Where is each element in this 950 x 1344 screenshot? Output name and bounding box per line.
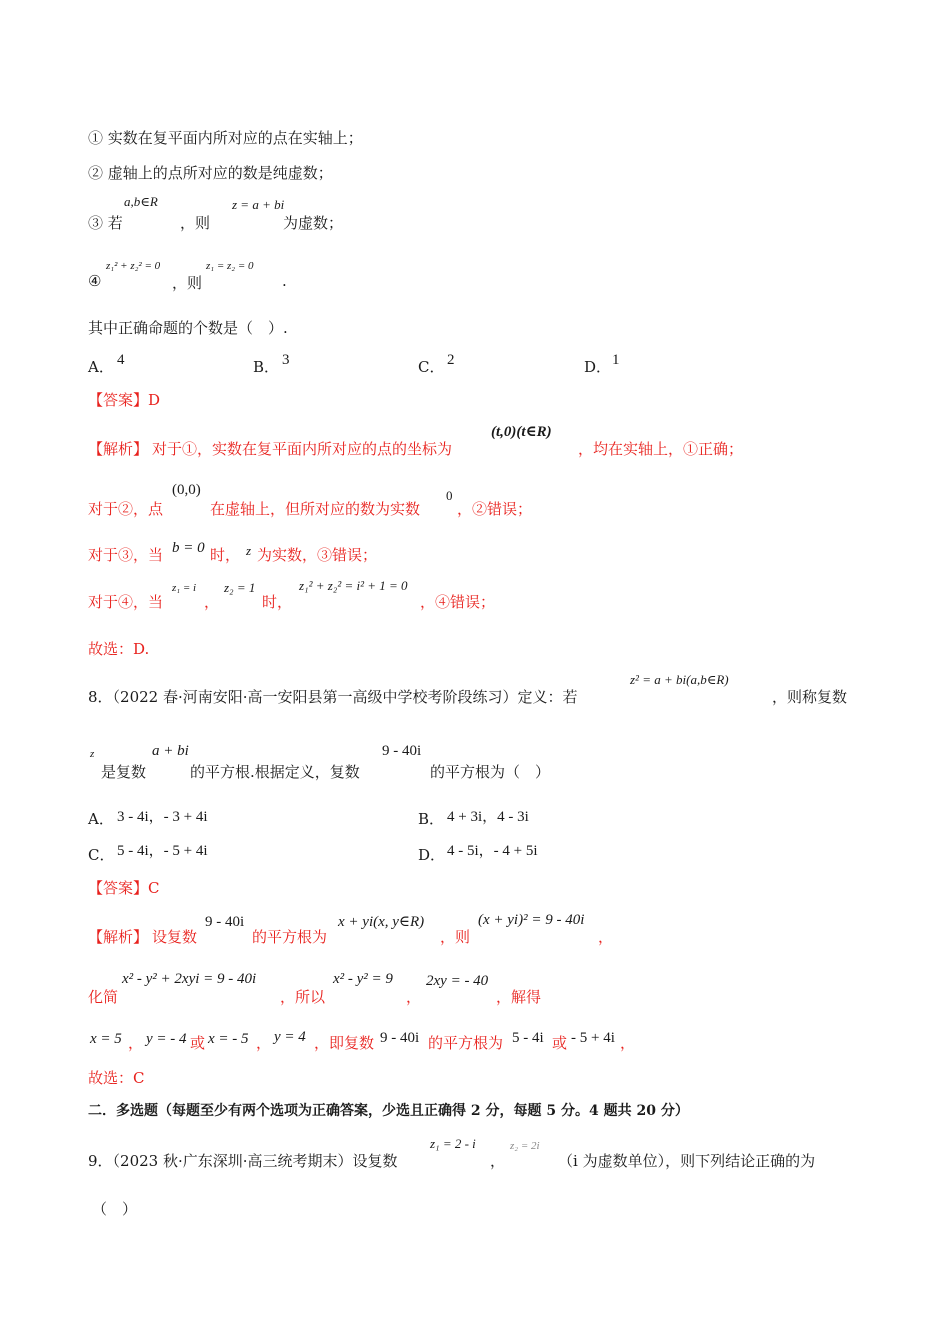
q8-option-c-value: 5 - 4i，- 5 + 4i [117,843,208,859]
q7-option-b-value: 3 [282,352,290,368]
q8-analysis-3-expr-1: x = 5 [90,1031,122,1047]
q8-analysis-3-end: ， [620,1034,636,1052]
q7-analysis-4-expr-1: z₁ = i [172,582,197,594]
q8-analysis-3-or-2: 或 [552,1034,568,1052]
statement-1: ① 实数在复平面内所对应的点在实轴上； [88,129,363,147]
q8-analysis-1-expr-3: (x + yi)² = 9 - 40i [478,912,585,928]
q8-option-d-value: 4 - 5i，- 4 + 5i [447,843,538,859]
q8-option-d-label: D． [418,846,446,864]
q8-option-b-label: B． [418,810,445,828]
q8-line2-text: 是复数 [101,763,147,781]
q7-conclusion: 故选：D. [88,640,150,658]
q9-z1: z₁ = 2 - i [430,1136,476,1151]
statement-3-mid: ，则 [180,214,211,232]
q8-analysis-3-expr-6: 5 - 4i [512,1030,544,1046]
statement-4-condition: z₁² + z₂² = 0 [106,260,161,272]
q8-option-b-value: 4 + 3i，4 - 3i [447,809,529,825]
q7-analysis-2-expr: (0,0) [172,482,201,498]
q8-analysis-3-expr-7: - 5 + 4i [571,1030,615,1046]
q8-analysis-3-mid: 的平方根为 [428,1034,504,1052]
q8-analysis-3-sep-1: ， [128,1034,144,1052]
q7-option-a-value: 4 [117,352,125,368]
q9-stem: 9．（2023 秋·广东深圳·高三统考期末）设复数 [88,1152,398,1170]
q7-analysis-4-expr-2: z₂ = 1 [224,580,256,595]
section-2-title: 二．多选题（每题至少有两个选项为正确答案，少选且正确得 2 分，每题 5 分。4 题共 20 分） [88,1103,689,1119]
q8-line2-z: z [90,748,95,760]
q7-analysis-4-suffix: ，④错误； [420,593,496,611]
q8-option-c-label: C． [88,846,115,864]
q7-stem: 其中正确命题的个数是（ ）. [88,319,288,337]
statement-4-mid: ，则 [172,274,203,292]
q7-analysis-3-expr: b = 0 [172,540,205,556]
q7-option-c-value: 2 [447,352,455,368]
q7-analysis-2-zero: 0 [446,488,453,503]
statement-3-condition: a,b∈R [124,194,158,209]
q7-analysis-4-expr-3: z₁² + z₂² = i² + 1 = 0 [299,578,408,593]
q7-analysis-2-text: 对于②，点 [88,500,164,518]
q7-analysis-1-text: 对于①，实数在复平面内所对应的点的坐标为 [152,440,453,458]
q8-analysis-1-then: ，则 [440,928,471,946]
q8-analysis-1-text: 设复数 [152,928,198,946]
q8-stem: 8．（2022 春·河南安阳·高一安阳县第一高级中学校考阶段练习）定义：若 [88,688,578,706]
statement-4-suffix: . [282,272,287,290]
q7-analysis-1-suffix: ，均在实轴上，①正确； [578,440,744,458]
statement-4-prefix: ④ [88,272,102,290]
q9-stem-suffix: （i 为虚数单位），则下列结论正确的为 [558,1152,816,1170]
q8-analysis-1-mid: 的平方根为 [252,928,328,946]
q8-analysis-3-sep-2: ， [256,1034,272,1052]
q8-answer: 【答案】C [88,879,160,897]
q8-analysis-1-expr-1: 9 - 40i [205,914,245,930]
q7-analysis-4-sep: ， [204,593,220,611]
q9-z2: z₂ = 2i [510,1140,540,1152]
q8-line2-suffix: 的平方根为（ ） [430,763,551,781]
q7-analysis-3-suffix: 为实数，③错误； [257,546,378,564]
q7-option-d-label: D． [584,358,612,376]
q8-line2-expr: a + bi [152,743,189,759]
q7-answer: 【答案】D [88,391,161,409]
statement-2: ② 虚轴上的点所对应的数是纯虚数； [88,164,333,182]
q7-option-a-label: A． [88,358,114,376]
q8-analysis-2-text: 化简 [88,988,119,1006]
statement-3-prefix: ③ 若 [88,214,123,232]
q8-analysis-3-expr-3: x = - 5 [208,1031,249,1047]
q8-analysis-2-expr-3: 2xy = - 40 [426,973,489,989]
q8-option-a-label: A． [88,810,114,828]
q7-analysis-tag: 【解析】 [88,440,149,458]
statement-3-suffix: 为虚数； [283,214,344,232]
q8-line2-num: 9 - 40i [382,743,422,759]
q7-analysis-2-mid: 在虚轴上，但所对应的数为实数 [210,500,421,518]
q8-analysis-tag: 【解析】 [88,928,149,946]
q7-analysis-4-text: 对于④，当 [88,593,164,611]
q9-answer-paren: （ ） [92,1200,138,1218]
q8-analysis-1-expr-2: x + yi(x, y∈R) [338,914,425,930]
q8-analysis-2-expr-1: x² - y² + 2xyi = 9 - 40i [122,971,257,987]
q8-analysis-1-end: ， [598,928,614,946]
q8-analysis-3-text: ，即复数 [314,1034,375,1052]
statement-3-expression: z = a + bi [232,197,285,212]
q8-conclusion: 故选：C [88,1069,145,1087]
q8-analysis-3-expr-4: y = 4 [274,1029,306,1045]
q8-analysis-2-suffix: ，解得 [496,988,542,1006]
q7-analysis-1-expr: (t,0)(t∈R) [491,424,552,440]
q7-analysis-3-z: z [246,543,252,558]
q7-analysis-4-mid: 时， [262,593,293,611]
q8-line2-mid: 的平方根.根据定义，复数 [190,763,360,781]
q8-analysis-2-mid: ，所以 [280,988,326,1006]
q7-option-c-label: C． [418,358,445,376]
q8-analysis-3-expr-2: y = - 4 [146,1031,187,1047]
q8-option-a-value: 3 - 4i，- 3 + 4i [117,809,208,825]
q8-analysis-3-expr-5: 9 - 40i [380,1030,420,1046]
q7-analysis-2-suffix: ，②错误； [457,500,533,518]
q8-analysis-3-or-1: 或 [190,1034,206,1052]
q7-analysis-3-mid: 时， [210,546,241,564]
statement-4-expression: z₁ = z₂ = 0 [206,260,254,272]
q7-option-d-value: 1 [612,352,620,368]
q8-stem-expr: z² = a + bi(a,b∈R) [630,672,729,687]
q7-option-b-label: B． [253,358,280,376]
q9-sep: ， [490,1152,506,1170]
q8-analysis-2-expr-2: x² - y² = 9 [333,971,393,987]
q8-analysis-2-sep: ， [406,988,422,1006]
q8-stem-suffix: ，则称复数 [772,688,848,706]
q7-analysis-3-text: 对于③，当 [88,546,164,564]
